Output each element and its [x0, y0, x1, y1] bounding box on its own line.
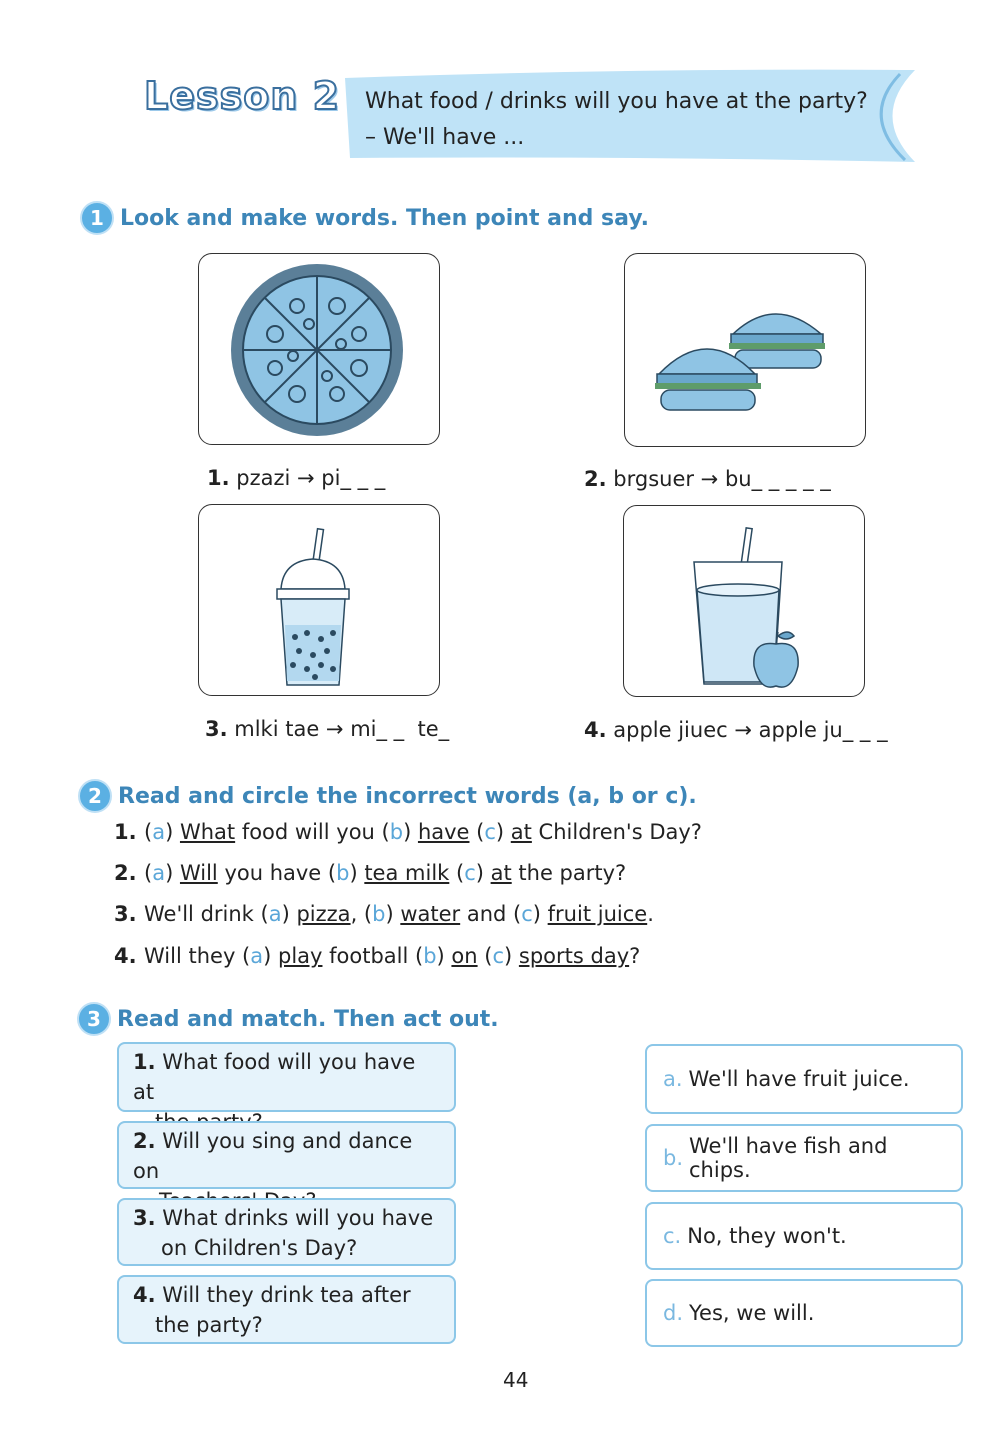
text: ) [475, 861, 491, 885]
caption-text: mlki tae → mi_ _ te_ [227, 717, 450, 741]
text: ( [469, 820, 485, 844]
question-line-2: on Children's Day? [161, 1236, 358, 1260]
picture-box-apple-juice [623, 505, 865, 697]
section-title-2: Read and circle the incorrect words (a, b or c). [118, 783, 697, 809]
text: We'll drink ( [144, 902, 269, 926]
option-a[interactable]: a [152, 861, 166, 885]
match-answer-a[interactable] [645, 1044, 963, 1114]
caption-3 [205, 717, 449, 741]
banner-question [365, 84, 868, 156]
lesson-title: Lesson 2 [144, 74, 341, 118]
section-number-3: 3 [77, 1002, 111, 1036]
section-2-heading [78, 779, 697, 813]
word-c[interactable]: at [490, 861, 512, 885]
exercise-2-line-2 [114, 861, 626, 885]
section-title-3: Read and match. Then act out. [117, 1006, 499, 1032]
word-a[interactable]: What [179, 820, 236, 844]
word-b[interactable]: tea milk [364, 861, 450, 885]
text: ) [165, 820, 180, 844]
caption-number: 2. [584, 467, 607, 491]
exercise-2-line-1 [114, 820, 702, 844]
answer-letter: b. [663, 1146, 684, 1170]
pizza-icon [199, 254, 439, 444]
option-c[interactable]: c [484, 820, 496, 844]
caption-number: 1. [207, 466, 230, 490]
apple-juice-icon [624, 506, 864, 696]
burger-icon [625, 254, 865, 444]
option-a[interactable]: a [268, 902, 282, 926]
answer-letter: c. [663, 1224, 682, 1248]
match-answer-c[interactable] [645, 1202, 963, 1270]
text: the party? [511, 861, 627, 885]
section-number-1: 1 [80, 201, 114, 235]
text: ( [449, 861, 465, 885]
banner-line-1: What food / drinks will you have at the party? [365, 89, 868, 114]
question-line-1: What food will you have at [133, 1050, 416, 1104]
text: ) [532, 902, 548, 926]
option-b[interactable]: b [389, 820, 404, 844]
caption-2 [584, 467, 831, 491]
exercise-2-line-4 [114, 944, 640, 968]
milk-tea-icon [199, 505, 439, 695]
word-a[interactable]: Will [179, 861, 218, 885]
caption-number: 3. [205, 717, 228, 741]
page-number: 44 [503, 1368, 529, 1392]
caption-number: 4. [584, 718, 607, 742]
exercise-2-line-3 [114, 902, 654, 926]
text: ) [281, 902, 297, 926]
text: ) [385, 902, 401, 926]
match-answer-b[interactable] [645, 1124, 963, 1192]
text: football ( [322, 944, 424, 968]
text: ) [403, 820, 418, 844]
text: ? [629, 944, 641, 968]
question-number: 2. [133, 1129, 156, 1153]
text: Will they ( [144, 944, 251, 968]
caption-1 [207, 466, 385, 490]
text: you have ( [217, 861, 337, 885]
caption-4 [584, 718, 888, 742]
answer-text: No, they won't. [687, 1224, 847, 1248]
section-3-heading [77, 1002, 499, 1036]
section-1-heading [80, 201, 649, 235]
text: Children's Day? [531, 820, 702, 844]
text: food will you ( [235, 820, 390, 844]
caption-text: apple jiuec → apple ju_ _ _ [606, 718, 888, 742]
text: ) [495, 820, 511, 844]
match-question-1[interactable] [117, 1042, 456, 1112]
option-a[interactable]: a [250, 944, 264, 968]
question-line-1: Will they drink tea after [155, 1283, 411, 1307]
option-b[interactable]: b [372, 902, 386, 926]
question-number: 4. [133, 1283, 156, 1307]
word-c[interactable]: at [510, 820, 532, 844]
text: ( [144, 861, 153, 885]
text: ( [144, 820, 153, 844]
option-c[interactable]: c [521, 902, 533, 926]
option-b[interactable]: b [336, 861, 350, 885]
word-b[interactable]: on [451, 944, 478, 968]
text: ) [165, 861, 180, 885]
line-number: 4. [114, 944, 137, 968]
picture-box-pizza [198, 253, 440, 445]
text: . [647, 902, 654, 926]
text: ) [349, 861, 365, 885]
line-number: 1. [114, 820, 137, 844]
text: ) [436, 944, 452, 968]
word-b[interactable]: have [417, 820, 470, 844]
option-c[interactable]: c [464, 861, 476, 885]
answer-letter: d. [663, 1301, 684, 1325]
caption-text: pzazi → pi_ _ _ [229, 466, 386, 490]
match-question-3[interactable] [117, 1198, 456, 1266]
banner-line-2: – We'll have ... [365, 125, 525, 150]
match-question-2[interactable] [117, 1121, 456, 1189]
text: and ( [460, 902, 522, 926]
text: ( [477, 944, 493, 968]
word-a[interactable]: pizza [296, 902, 351, 926]
word-a[interactable]: play [278, 944, 323, 968]
line-number: 3. [114, 902, 137, 926]
question-line-1: Will you sing and dance on [133, 1129, 413, 1183]
line-number: 2. [114, 861, 137, 885]
option-a[interactable]: a [152, 820, 166, 844]
question-number: 1. [133, 1050, 156, 1074]
text: ) [263, 944, 278, 968]
picture-box-burgers [624, 253, 866, 447]
text: , ( [350, 902, 373, 926]
section-title-1: Look and make words. Then point and say. [120, 205, 649, 231]
question-number: 3. [133, 1206, 156, 1230]
option-b[interactable]: b [423, 944, 437, 968]
answer-text: We'll have fish and chips. [689, 1134, 888, 1182]
match-question-4[interactable] [117, 1275, 456, 1344]
question-line-1: What drinks will you have [155, 1206, 434, 1230]
word-b[interactable]: water [400, 902, 461, 926]
match-answer-d[interactable] [645, 1279, 963, 1347]
section-number-2: 2 [78, 779, 112, 813]
answer-text: Yes, we will. [689, 1301, 815, 1325]
answer-letter: a. [663, 1067, 683, 1091]
word-c[interactable]: sports day [518, 944, 630, 968]
question-line-2: the party? [155, 1313, 263, 1337]
caption-text: brgsuer → bu_ _ _ _ _ [606, 467, 831, 491]
word-c[interactable]: fruit juice [547, 902, 648, 926]
picture-box-milk-tea [198, 504, 440, 696]
answer-text: We'll have fruit juice. [688, 1067, 910, 1091]
option-c[interactable]: c [492, 944, 505, 968]
text: ) [504, 944, 519, 968]
